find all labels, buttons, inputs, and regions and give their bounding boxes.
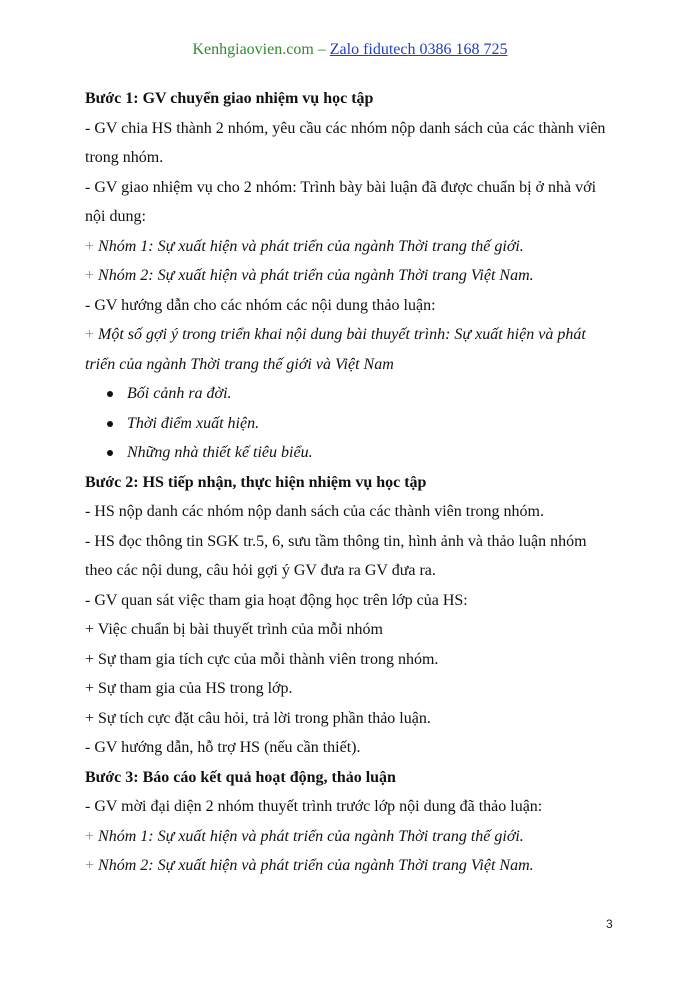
step-3-intro: - GV mời đại diện 2 nhóm thuyết trình trước lớp nội dung đã thảo luận: bbox=[85, 798, 543, 815]
bullet-item bbox=[85, 379, 620, 409]
plus-marker: + bbox=[85, 237, 95, 255]
bullet-dot-icon bbox=[107, 391, 113, 397]
site-link[interactable]: Kenhgiaovien.com bbox=[192, 41, 314, 58]
bullet-dot-icon bbox=[107, 421, 113, 427]
group-1-text: Nhóm 1: Sự xuất hiện và phát triển của ngành Thời trang thế giới. bbox=[98, 827, 524, 845]
step-1-guide: - GV hướng dẫn cho các nhóm các nội dung thảo luận: bbox=[85, 296, 436, 314]
bullet-text: Thời điểm xuất hiện. bbox=[127, 414, 260, 432]
step-2-line-4: - GV quan sát việc tham gia hoạt động học trên lớp của HS: bbox=[85, 591, 468, 609]
page-number: 3 bbox=[606, 917, 613, 931]
bullet-text: Bối cảnh ra đời. bbox=[127, 385, 232, 402]
step-2-line-5: + Việc chuẩn bị bài thuyết trình của mỗi nhóm bbox=[85, 621, 383, 638]
plus-marker: + bbox=[85, 857, 95, 874]
step-2-line-2: - HS đọc thông tin SGK tr.5, 6, sưu tầm thông tin, hình ảnh và thảo luận nhóm bbox=[85, 532, 587, 550]
step-1-suggest-1 bbox=[85, 320, 620, 350]
bullet-dot-icon bbox=[107, 450, 113, 456]
step-3-group-2 bbox=[85, 851, 620, 881]
step-1-line-3: - GV giao nhiệm vụ cho 2 nhóm: Trình bày bài luận đã được chuẩn bị ở nhà với bbox=[85, 178, 597, 196]
document-body bbox=[85, 84, 620, 881]
group-1-text: Nhóm 1: Sự xuất hiện và phát triển của ngành Thời trang thế giới. bbox=[98, 237, 524, 255]
bullet-text: Những nhà thiết kế tiêu biểu. bbox=[127, 444, 313, 461]
step-1-suggest-2: triển của ngành Thời trang thế giới và Việt Nam bbox=[85, 355, 394, 373]
plus-marker: + bbox=[85, 326, 95, 343]
page-header bbox=[0, 40, 700, 60]
step-1-group-2 bbox=[85, 261, 620, 291]
group-2-text: Nhóm 2: Sự xuất hiện và phát triển của ngành Thời trang Việt Nam. bbox=[98, 267, 534, 284]
group-2-text: Nhóm 2: Sự xuất hiện và phát triển của ngành Thời trang Việt Nam. bbox=[98, 857, 534, 874]
suggestion-bullet-list bbox=[85, 379, 620, 468]
bullet-item bbox=[85, 438, 620, 468]
step-1-group-1 bbox=[85, 232, 620, 262]
step-2-line-3: theo các nội dung, câu hỏi gợi ý GV đưa ra GV đưa ra. bbox=[85, 562, 436, 579]
step-1-line-2: trong nhóm. bbox=[85, 149, 164, 166]
step-1-line-4: nội dung: bbox=[85, 208, 146, 225]
step-2-line-6: + Sự tham gia tích cực của mỗi thành viên trong nhóm. bbox=[85, 650, 439, 668]
step-2-line-7: + Sự tham gia của HS trong lớp. bbox=[85, 680, 293, 697]
suggest-text-1: Một số gợi ý trong triển khai nội dung bài thuyết trình: Sự xuất hiện và phát bbox=[98, 326, 586, 343]
step-3-heading: Bước 3: Báo cáo kết quả hoạt động, thảo luận bbox=[85, 768, 396, 786]
step-2-heading: Bước 2: HS tiếp nhận, thực hiện nhiệm vụ học tập bbox=[85, 473, 427, 491]
bullet-item bbox=[85, 409, 620, 439]
plus-marker: + bbox=[85, 827, 95, 845]
step-2-line-1: - HS nộp danh các nhóm nộp danh sách của các thành viên trong nhóm. bbox=[85, 503, 544, 520]
step-2-line-9: - GV hướng dẫn, hỗ trợ HS (nếu cần thiết). bbox=[85, 739, 361, 756]
step-3-group-1 bbox=[85, 822, 620, 852]
step-2-line-8: + Sự tích cực đặt câu hỏi, trả lời trong phần thảo luận. bbox=[85, 709, 431, 727]
zalo-contact-link[interactable]: Zalo fidutech 0386 168 725 bbox=[329, 41, 508, 58]
header-separator: – bbox=[313, 41, 330, 58]
step-1-heading: Bước 1: GV chuyển giao nhiệm vụ học tập bbox=[85, 90, 374, 107]
plus-marker: + bbox=[85, 267, 95, 284]
step-1-line-1: - GV chia HS thành 2 nhóm, yêu cầu các nhóm nộp danh sách của các thành viên bbox=[85, 119, 606, 137]
